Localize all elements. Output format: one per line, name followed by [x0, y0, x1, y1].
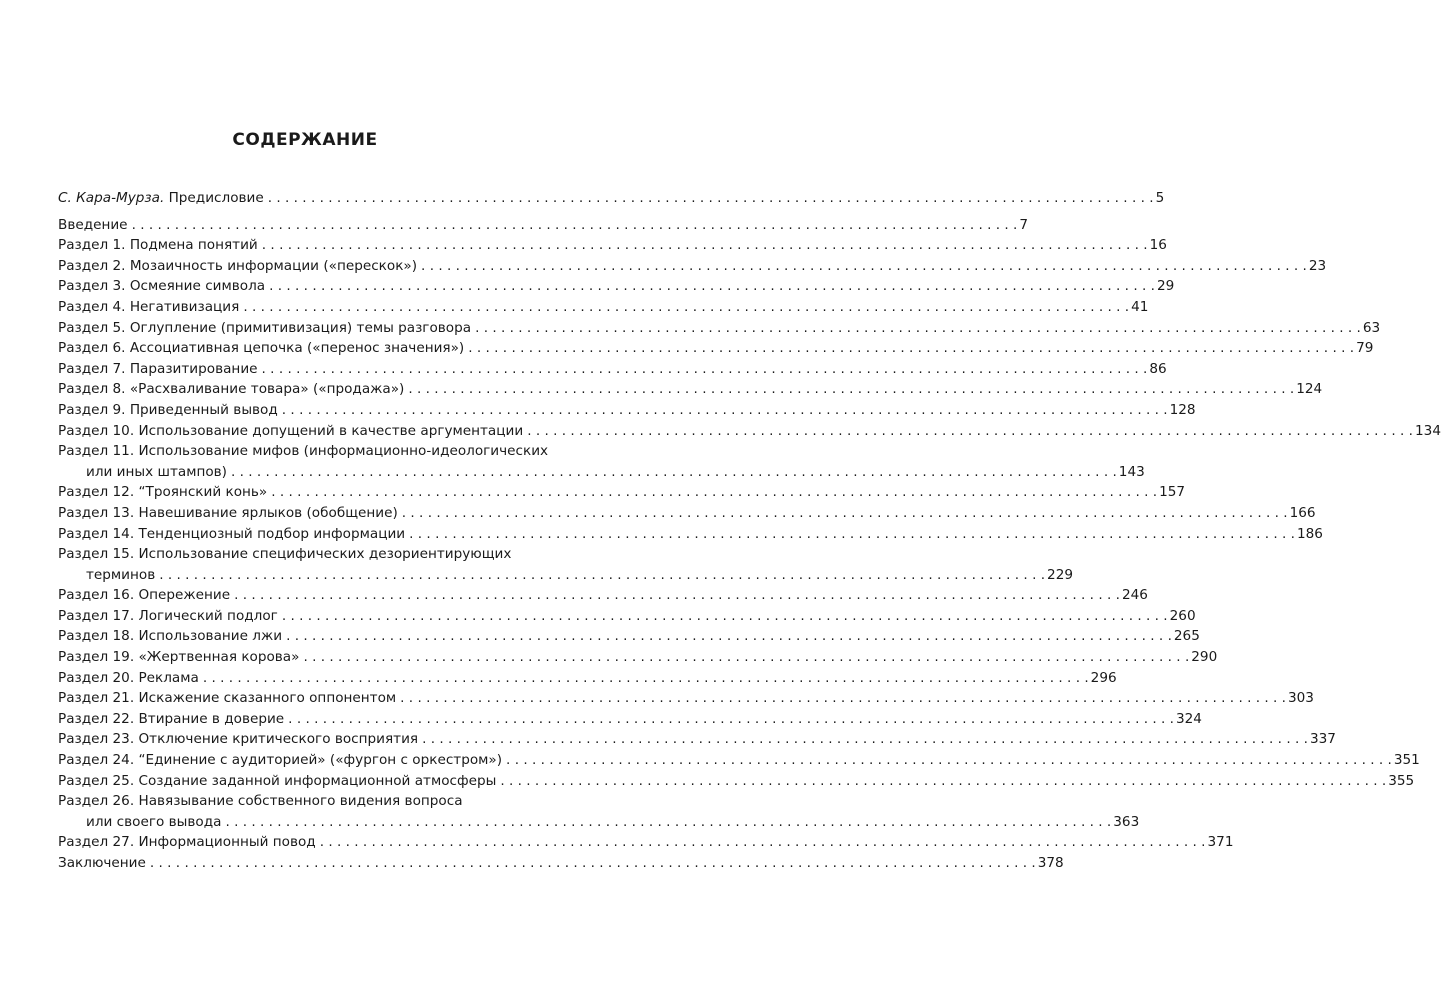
toc-entry-page: 363 — [1113, 813, 1140, 830]
toc-entry-line — [58, 853, 1064, 874]
dot-leader — [299, 647, 1191, 668]
toc-entry-label-continued: или своего вывода — [86, 813, 222, 830]
toc-entry-label: Раздел 11. Использование мифов (информационно-идеологических — [58, 443, 549, 460]
toc-entry-page: 143 — [1118, 463, 1145, 480]
toc-entry-line — [58, 626, 1200, 647]
toc-entry-label-continued: терминов — [86, 566, 156, 583]
toc-entry-label: Раздел 23. Отключение критического восприятия — [58, 731, 419, 748]
toc-entry[interactable] — [58, 853, 1064, 874]
toc-entry-page: 157 — [1159, 484, 1186, 501]
toc-entry-line — [58, 585, 1148, 606]
toc-entry-label: Раздел 8. «Расхваливание товара» («продажа») — [58, 381, 405, 398]
toc-entry[interactable] — [58, 379, 1323, 400]
toc-entry[interactable] — [58, 359, 1167, 380]
toc-entry-line — [58, 215, 1029, 236]
toc-entry-line — [58, 482, 1186, 503]
toc-entry[interactable] — [58, 606, 1196, 627]
toc-entry-label: Раздел 22. Втирание в доверие — [58, 710, 285, 727]
toc-entry-label: Предисловие — [164, 190, 264, 206]
toc-entry-page: 337 — [1309, 731, 1336, 748]
dot-leader — [227, 462, 1119, 483]
dot-leader — [418, 729, 1310, 750]
toc-entry-label: Раздел 2. Мозаичность информации («перескок») — [58, 257, 418, 274]
dot-leader — [464, 338, 1356, 359]
toc-entry-line — [58, 235, 1167, 256]
toc-entry[interactable] — [58, 503, 1316, 524]
book-page — [58, 0, 1441, 1000]
toc-entry[interactable] — [58, 832, 1234, 853]
toc-entry-line — [58, 688, 1314, 709]
toc-entry-label: Раздел 7. Паразитирование — [58, 360, 258, 377]
toc-entry-page: 86 — [1149, 360, 1167, 377]
toc-entry-page: 246 — [1121, 587, 1148, 604]
toc-entry[interactable] — [58, 688, 1314, 709]
dot-leader — [267, 482, 1159, 503]
dot-leader — [404, 379, 1296, 400]
dot-leader — [502, 750, 1394, 771]
toc-entry-page: 128 — [1169, 401, 1196, 418]
toc-entry[interactable] — [58, 626, 1200, 647]
toc-entry-page: 5 — [1155, 190, 1165, 206]
toc-entry-line — [58, 256, 1327, 277]
toc-entry-author: С. Кара-Мурза. — [58, 190, 165, 206]
dot-leader — [239, 297, 1131, 318]
toc-entry-label-continued: или иных штампов) — [86, 463, 227, 480]
toc-entry[interactable] — [58, 441, 1145, 482]
dot-leader — [396, 688, 1288, 709]
dot-leader — [471, 318, 1363, 339]
toc-entry[interactable] — [58, 256, 1327, 277]
dot-leader — [316, 832, 1208, 853]
toc-entry[interactable] — [58, 668, 1117, 689]
toc-entry[interactable] — [58, 276, 1175, 297]
toc-entry-page: 63 — [1362, 319, 1381, 336]
toc-entry-line — [58, 297, 1149, 318]
toc-entry-page: 41 — [1131, 298, 1149, 315]
dot-leader — [282, 626, 1174, 647]
toc-entry-line — [58, 421, 1441, 442]
dot-leader — [146, 853, 1038, 874]
dot-leader — [523, 421, 1415, 442]
toc-entry-line — [58, 503, 1316, 524]
toc-entry[interactable] — [58, 400, 1196, 421]
dot-leader — [278, 400, 1170, 421]
toc-entry-label: Раздел 12. “Троянский конь» — [58, 484, 268, 501]
toc-entry-label: Раздел 16. Опережение — [58, 587, 231, 604]
toc-entry-label: Раздел 19. «Жертвенная корова» — [58, 649, 300, 666]
toc-entry-page: 378 — [1037, 855, 1064, 871]
toc-entry-label: Раздел 5. Оглупление (примитивизация) темы разговора — [58, 319, 472, 336]
toc-entry-line — [58, 750, 1420, 771]
page-title: СОДЕРЖАНИЕ — [232, 130, 378, 150]
toc-entry-line — [58, 668, 1117, 689]
toc-entry[interactable] — [58, 235, 1167, 256]
toc-entry-line — [58, 524, 1323, 545]
toc-entry[interactable] — [58, 318, 1381, 339]
toc-entry-label: Раздел 13. Навешивание ярлыков (обобщение) — [58, 504, 398, 521]
toc-entry-label: Раздел 10. Использование допущений в качестве аргументации — [58, 422, 524, 439]
toc-entry-line — [58, 832, 1234, 853]
toc-entry[interactable] — [58, 297, 1149, 318]
toc-entry-line — [58, 606, 1196, 627]
toc-entry-label: Раздел 3. Осмеяние символа — [58, 278, 266, 295]
toc-entry-line — [58, 544, 552, 565]
toc-entry-page: 166 — [1289, 504, 1316, 521]
toc-entry[interactable] — [58, 524, 1323, 545]
dot-leader — [278, 606, 1170, 627]
toc-entry-line — [58, 729, 1336, 750]
dot-leader — [230, 585, 1122, 606]
toc-entry-page: 79 — [1356, 340, 1374, 357]
table-of-contents — [58, 188, 1441, 874]
toc-entry[interactable] — [58, 750, 1420, 771]
toc-entry-page: 29 — [1156, 278, 1175, 295]
toc-entry-line — [58, 359, 1167, 380]
toc-entry-label: Раздел 25. Создание заданной информационной атмосферы — [58, 772, 497, 789]
toc-entry[interactable] — [58, 544, 1073, 585]
toc-entry-page: 355 — [1388, 772, 1415, 789]
toc-entry-line — [58, 338, 1374, 359]
toc-entry-page: 229 — [1047, 566, 1073, 583]
toc-entry[interactable] — [58, 647, 1218, 668]
toc-entry[interactable] — [58, 791, 1140, 832]
toc-entry-page: 134 — [1415, 422, 1441, 439]
toc-entry-line-continued — [58, 462, 1145, 483]
toc-entry-line-continued — [58, 812, 1140, 833]
dot-leader — [258, 235, 1150, 256]
toc-entry-line — [58, 791, 552, 812]
toc-entry[interactable] — [58, 729, 1336, 750]
toc-entry[interactable] — [58, 482, 1186, 503]
toc-entry-label: Раздел 15. Использование специфических дезориентирующих — [58, 546, 512, 563]
toc-entry-page: 124 — [1296, 381, 1323, 398]
toc-entry[interactable] — [58, 338, 1374, 359]
toc-entry-label: Раздел 4. Негативизация — [58, 298, 240, 315]
toc-entry-label: Раздел 21. Искажение сказанного оппонентом — [58, 690, 397, 707]
toc-entry-page: 371 — [1207, 834, 1234, 851]
toc-entry-page: 351 — [1393, 752, 1420, 769]
toc-entry[interactable] — [58, 215, 1029, 236]
toc-entry-label: Раздел 1. Подмена понятий — [58, 237, 258, 254]
dot-leader — [221, 812, 1113, 833]
dot-leader — [258, 359, 1150, 380]
toc-entry-line — [58, 709, 1202, 730]
toc-entry-page: 265 — [1173, 628, 1200, 645]
toc-entry-page: 186 — [1296, 525, 1323, 542]
toc-entry-label: Раздел 20. Реклама — [58, 669, 199, 686]
toc-entry-line — [58, 318, 1381, 339]
toc-entry-label: Раздел 27. Информационный повод — [58, 834, 316, 851]
toc-entry-line — [58, 188, 1165, 209]
toc-entry-line — [58, 771, 1415, 792]
toc-entry-line — [58, 441, 552, 462]
toc-entry-line — [58, 379, 1323, 400]
toc-entry[interactable] — [58, 585, 1148, 606]
toc-entry-page: 296 — [1090, 669, 1117, 686]
toc-entry[interactable] — [58, 709, 1202, 730]
toc-entry-label: Раздел 17. Логический подлог — [58, 607, 278, 624]
toc-entry-label: Раздел 6. Ассоциативная цепочка («перенос значения») — [58, 340, 465, 357]
toc-entry-page: 7 — [1019, 216, 1029, 233]
toc-entry-label: Раздел 18. Использование лжи — [58, 628, 283, 645]
toc-entry-page: 23 — [1308, 257, 1327, 274]
dot-leader — [398, 503, 1290, 524]
toc-entry-label: Введение — [58, 216, 128, 233]
toc-entry[interactable] — [58, 771, 1415, 792]
toc-entry-line — [58, 400, 1196, 421]
dot-leader — [417, 256, 1309, 277]
toc-entry-page: 290 — [1191, 649, 1218, 666]
toc-entry-page: 16 — [1149, 237, 1167, 254]
dot-leader — [155, 565, 1047, 586]
dot-leader — [284, 709, 1176, 730]
toc-entry-line-continued — [58, 565, 1073, 586]
dot-leader — [128, 215, 1020, 236]
toc-entry-label: Раздел 14. Тенденциозный подбор информации — [58, 525, 406, 542]
toc-entry-page: 324 — [1176, 710, 1202, 727]
toc-entry-label: Раздел 24. “Единение с аудиторией» («фургон с оркестром») — [58, 752, 503, 769]
toc-entry[interactable] — [58, 421, 1441, 442]
dot-leader — [405, 524, 1297, 545]
toc-entry-line — [58, 647, 1218, 668]
toc-entry-page: 303 — [1287, 690, 1314, 707]
toc-entry-label: Раздел 9. Приведенный вывод — [58, 401, 278, 418]
dot-leader — [496, 771, 1388, 792]
dot-leader — [264, 188, 1156, 209]
toc-entry-label: Заключение — [58, 855, 146, 871]
toc-entry-label: Раздел 26. Навязывание собственного видения вопроса — [58, 793, 463, 810]
dot-leader — [199, 668, 1091, 689]
toc-entry-line — [58, 276, 1175, 297]
toc-entry-page: 260 — [1169, 607, 1196, 624]
dot-leader — [265, 276, 1157, 297]
toc-entry[interactable] — [58, 188, 1165, 209]
